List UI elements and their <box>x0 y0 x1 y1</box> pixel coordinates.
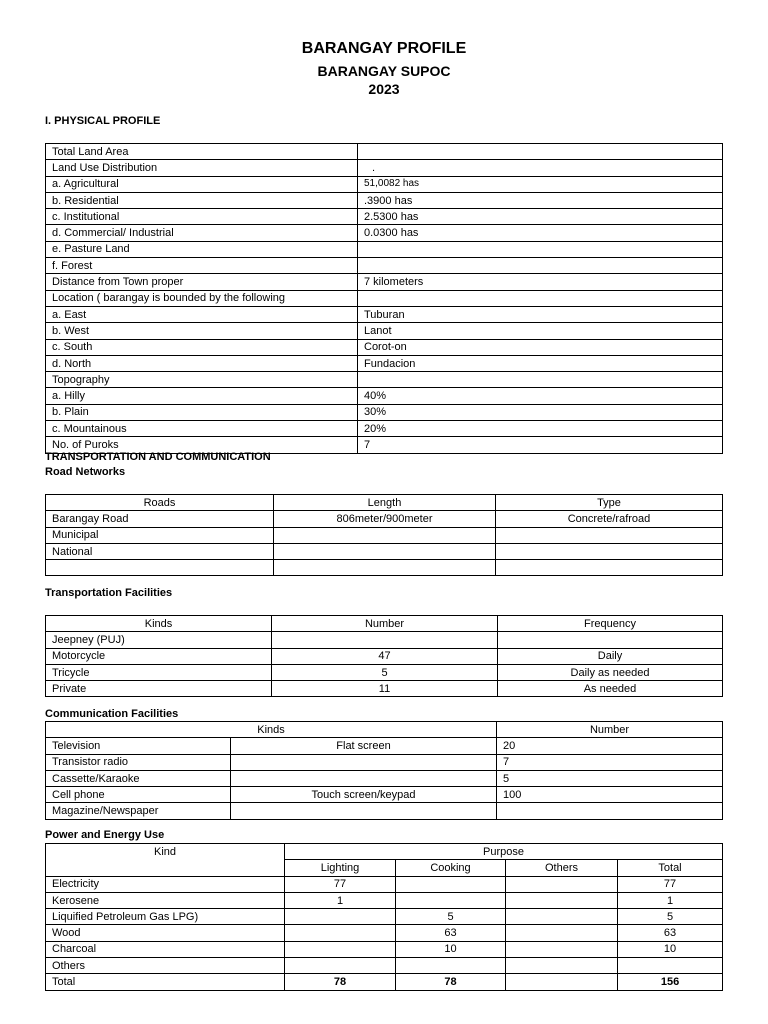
road-networks-heading: Road Networks <box>45 466 126 478</box>
table-cell: 5 <box>618 909 723 925</box>
table-cell: Cell phone <box>46 787 231 803</box>
column-header: Number <box>272 616 498 632</box>
table-cell: Liquified Petroleum Gas LPG) <box>46 909 285 925</box>
row-value: 51,0082 has <box>358 176 723 192</box>
table-row <box>46 339 723 355</box>
table-cell <box>46 560 274 576</box>
table-cell: 63 <box>618 925 723 941</box>
table-cell: Daily <box>498 648 723 664</box>
total-cell: 78 <box>396 974 506 990</box>
table-row <box>46 306 723 322</box>
row-label: b. West <box>46 323 358 339</box>
table-cell: Charcoal <box>46 941 285 957</box>
row-label: No. of Puroks <box>46 437 358 453</box>
table-row <box>46 941 723 957</box>
table-row <box>46 160 723 176</box>
table-cell <box>274 527 496 543</box>
power-energy-table <box>45 843 723 991</box>
table-cell <box>231 803 497 819</box>
transport-communication-heading: TRANSPORTATION AND COMMUNICATION <box>45 451 271 463</box>
table-cell: Concrete/rafroad <box>496 511 723 527</box>
row-label: b. Residential <box>46 192 358 208</box>
table-cell: Motorcycle <box>46 648 272 664</box>
table-cell: 10 <box>396 941 506 957</box>
table-cell <box>496 543 723 559</box>
table-cell: 11 <box>272 681 498 697</box>
column-header: Others <box>506 860 618 876</box>
table-cell: Flat screen <box>231 738 497 754</box>
row-label: f. Forest <box>46 258 358 274</box>
row-value: Corot-on <box>358 339 723 355</box>
table-header <box>46 616 723 632</box>
table-cell: Transistor radio <box>46 754 231 770</box>
table-row <box>46 372 723 388</box>
table-cell <box>396 892 506 908</box>
table-row <box>46 543 723 559</box>
table-cell <box>274 560 496 576</box>
row-value: 0.0300 has <box>358 225 723 241</box>
table-cell <box>285 941 396 957</box>
column-header: Type <box>496 495 723 511</box>
row-label: Topography <box>46 372 358 388</box>
table-row <box>46 388 723 404</box>
table-cell <box>496 560 723 576</box>
table-cell <box>274 543 496 559</box>
row-value: 30% <box>358 404 723 420</box>
table-cell: 7 <box>497 754 723 770</box>
table-row <box>46 323 723 339</box>
table-subheader <box>46 860 723 876</box>
table-row <box>46 258 723 274</box>
table-cell <box>396 876 506 892</box>
table-cell: Television <box>46 738 231 754</box>
table-row <box>46 527 723 543</box>
column-header: Purpose <box>285 844 723 860</box>
table-cell: Jeepney (PUJ) <box>46 632 272 648</box>
transport-facilities-table <box>45 615 723 697</box>
table-cell: 20 <box>497 738 723 754</box>
table-cell: 5 <box>497 770 723 786</box>
row-label: a. East <box>46 306 358 322</box>
column-header: Cooking <box>396 860 506 876</box>
row-label: b. Plain <box>46 404 358 420</box>
table-row <box>46 290 723 306</box>
table-cell: 806meter/900meter <box>274 511 496 527</box>
table-row <box>46 754 723 770</box>
table-cell: Barangay Road <box>46 511 274 527</box>
table-cell: 1 <box>285 892 396 908</box>
table-cell: 100 <box>497 787 723 803</box>
table-row <box>46 770 723 786</box>
table-cell: 1 <box>618 892 723 908</box>
table-row <box>46 209 723 225</box>
row-value: 7 kilometers <box>358 274 723 290</box>
table-row <box>46 681 723 697</box>
table-cell: As needed <box>498 681 723 697</box>
row-value <box>358 241 723 257</box>
empty-header-cell <box>46 860 285 876</box>
power-energy-heading: Power and Energy Use <box>45 829 165 841</box>
table-cell: Private <box>46 681 272 697</box>
table-cell: 63 <box>396 925 506 941</box>
table-row <box>46 404 723 420</box>
table-cell: Others <box>46 958 285 974</box>
row-value: . <box>358 160 723 176</box>
row-label: d. North <box>46 355 358 371</box>
row-label: Land Use Distribution <box>46 160 358 176</box>
table-row <box>46 192 723 208</box>
row-value <box>358 144 723 160</box>
column-header: Roads <box>46 495 274 511</box>
table-row <box>46 144 723 160</box>
table-cell: Kerosene <box>46 892 285 908</box>
physical-profile-table <box>45 143 723 454</box>
communication-facilities-heading: Communication Facilities <box>45 708 179 720</box>
row-value: 7 <box>358 437 723 453</box>
table-cell: Daily as needed <box>498 664 723 680</box>
row-label: Location ( barangay is bounded by the following <box>46 290 358 306</box>
row-label: c. Mountainous <box>46 421 358 437</box>
row-label: Total Land Area <box>46 144 358 160</box>
table-row <box>46 176 723 192</box>
table-cell <box>506 876 618 892</box>
table-cell: 5 <box>272 664 498 680</box>
table-cell: Electricity <box>46 876 285 892</box>
table-cell: Cassette/Karaoke <box>46 770 231 786</box>
row-value: 40% <box>358 388 723 404</box>
table-cell <box>498 632 723 648</box>
column-header: Kinds <box>46 722 497 738</box>
table-cell <box>231 770 497 786</box>
total-cell <box>506 974 618 990</box>
barangay-name: BARANGAY SUPOC <box>317 63 451 79</box>
communication-facilities-table <box>45 721 723 820</box>
table-cell: Wood <box>46 925 285 941</box>
table-cell <box>506 958 618 974</box>
row-value: Lanot <box>358 323 723 339</box>
row-value <box>358 290 723 306</box>
table-row <box>46 909 723 925</box>
document-title: BARANGAY PROFILE <box>301 40 467 57</box>
row-value: Tuburan <box>358 306 723 322</box>
table-cell <box>396 958 506 974</box>
row-value <box>358 372 723 388</box>
row-label: e. Pasture Land <box>46 241 358 257</box>
table-cell: 77 <box>618 876 723 892</box>
table-row <box>46 511 723 527</box>
table-cell: Municipal <box>46 527 274 543</box>
column-header: Number <box>497 722 723 738</box>
profile-year: 2023 <box>368 81 400 97</box>
row-value <box>358 258 723 274</box>
table-cell: 47 <box>272 648 498 664</box>
table-row <box>46 876 723 892</box>
column-header: Kind <box>46 844 285 860</box>
row-label: a. Hilly <box>46 388 358 404</box>
table-row <box>46 421 723 437</box>
table-header <box>46 495 723 511</box>
total-row <box>46 974 723 990</box>
table-cell <box>506 925 618 941</box>
table-cell <box>497 803 723 819</box>
total-cell: Total <box>46 974 285 990</box>
table-row <box>46 225 723 241</box>
table-cell <box>506 892 618 908</box>
column-header: Kinds <box>46 616 272 632</box>
row-label: d. Commercial/ Industrial <box>46 225 358 241</box>
table-cell: National <box>46 543 274 559</box>
column-header: Length <box>274 495 496 511</box>
transport-facilities-heading: Transportation Facilities <box>45 587 173 599</box>
row-label: c. Institutional <box>46 209 358 225</box>
table-cell: 5 <box>396 909 506 925</box>
table-row <box>46 355 723 371</box>
table-cell <box>285 925 396 941</box>
column-header: Frequency <box>498 616 723 632</box>
row-label: Distance from Town proper <box>46 274 358 290</box>
table-row <box>46 241 723 257</box>
table-cell <box>618 958 723 974</box>
road-networks-table <box>45 494 723 576</box>
table-row <box>46 274 723 290</box>
table-cell <box>231 754 497 770</box>
row-value: 20% <box>358 421 723 437</box>
table-cell: 10 <box>618 941 723 957</box>
table-cell <box>496 527 723 543</box>
table-row <box>46 803 723 819</box>
table-cell: Magazine/Newspaper <box>46 803 231 819</box>
table-cell <box>285 909 396 925</box>
table-header <box>46 844 723 860</box>
table-cell <box>506 909 618 925</box>
table-header <box>46 722 723 738</box>
table-cell: Tricycle <box>46 664 272 680</box>
row-value: 2.5300 has <box>358 209 723 225</box>
row-value: Fundacion <box>358 355 723 371</box>
table-cell <box>285 958 396 974</box>
table-row <box>46 958 723 974</box>
total-cell: 156 <box>618 974 723 990</box>
table-row <box>46 925 723 941</box>
table-row <box>46 560 723 576</box>
table-row <box>46 632 723 648</box>
table-cell <box>506 941 618 957</box>
table-row <box>46 648 723 664</box>
row-value: .3900 has <box>358 192 723 208</box>
column-header: Total <box>618 860 723 876</box>
table-cell: 77 <box>285 876 396 892</box>
table-cell <box>272 632 498 648</box>
row-label: a. Agricultural <box>46 176 358 192</box>
table-row <box>46 664 723 680</box>
column-header: Lighting <box>285 860 396 876</box>
row-label: c. South <box>46 339 358 355</box>
table-cell: Touch screen/keypad <box>231 787 497 803</box>
table-row <box>46 738 723 754</box>
table-row <box>46 892 723 908</box>
physical-profile-heading: I. PHYSICAL PROFILE <box>45 115 161 127</box>
table-row <box>46 787 723 803</box>
total-cell: 78 <box>285 974 396 990</box>
